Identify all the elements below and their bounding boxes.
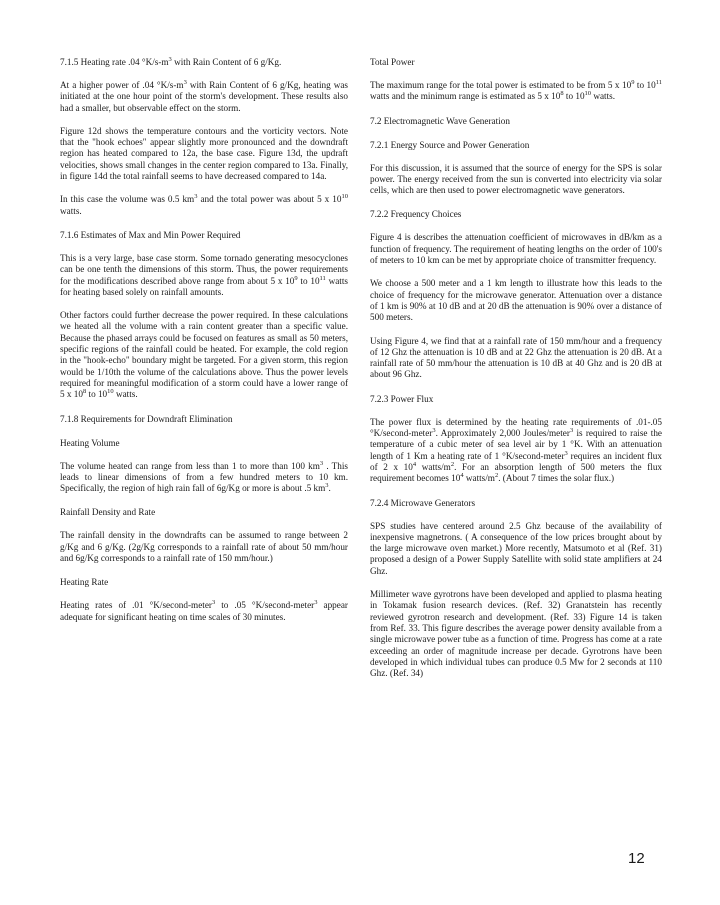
left-column: [60, 56, 348, 635]
paragraph: SPS studies have centered around 2.5 Ghz because of the availability of inexpensive magnetrons. ( A consequence of the low prices brought about by the large microwave oven market.) More recently, Matsumoto et al (Ref. 31) proposed a design of a Power Supply Satellite with solid state amplifiers at 24 Ghz.: [370, 520, 662, 576]
section-heading: 7.1.8 Requirements for Downdraft Elimination: [60, 413, 233, 424]
section-heading: Heating Volume: [60, 437, 120, 448]
section-heading: Rainfall Density and Rate: [60, 507, 156, 518]
paragraph: The rainfall density in the downdrafts can be assumed to range between 2 g/Kg and 6 g/Kg. (2g/Kg corresponds to a rainfall rate of about 50 mm/hour and 6g/Kg corresponds to a rainfall rate of 150 mm/hour.): [60, 530, 348, 564]
paragraph: For this discussion, it is assumed that the source of energy for the SPS is solar power. The energy received from the sun is converted into electricity via solar cells, which are then used to power electromagnetic wave generators.: [370, 162, 662, 196]
section-heading: 7.1.5 Heating rate .04 $^\circ K/s-m^3$ with Rain Content of 6 g/Kg.: [60, 55, 282, 67]
paragraph: We choose a 500 meter and a 1 km length to illustrate how this leads to the choice of frequency for the microwave generator. Attenuation over a distance of 1 km is 90% at 10 dB and at 20 dB the attenuation is 90% over a distance of 500 meters.: [370, 278, 662, 323]
paragraph: Other factors could further decrease the power required. In these calculations we heated all the volume with a rain content greater than a specific value. Because the phased arrays could be focused on features as small as 50 meters, specific regions of the rainfall could be heated. For example, the cold region in the "hook-echo" boundary might be targeted. For a given storm, this region would be 1/10th the volume of the calculations above. Thus the power levels required for meaningful modification of a storm could have a lower range of 5 x $10^8$ to $10^{10}$ watts.: [60, 310, 348, 400]
paragraph: The maximum range for the total power is estimated to be from 5 x $10^9$ to $10^{11}$ watts and the minimum range is estimated as 5 x $10^8$ to $10^{10}$ watts.: [370, 78, 662, 102]
section-heading: 7.2 Electromagnetic Wave Generation: [370, 115, 510, 126]
section-heading: 7.1.6 Estimates of Max and Min Power Required: [60, 229, 241, 240]
paragraph: Heating rates of .01 °K/second-meter$^3$ to .05 °K/second-meter$^3$ appear adequate for significant heating on time scales of 30 minutes.: [60, 599, 348, 622]
paragraph: In this case the volume was 0.5 $km^3$ and the total power was about 5 x $10^{10}$ watts.: [60, 193, 348, 216]
paragraph: The power flux is determined by the heating rate requirements of .01-.05 °K/second-meter$^3$. Approximately 2,000 Joules/meter$^3$ is required to raise the temperature of a cubic meter of sea level air by 1 °K. With an attenuation length of 1 Km a heating rate of 1 °K/second-meter$^3$ requires an incident flux of 2 x $10^4$ watts/$m^2$. For an absorption length of 500 meters the flux requirement becomes $10^4$ watts/$m^2$. (About 7 times the solar flux.): [370, 416, 663, 484]
section-heading: 7.2.1 Energy Source and Power Generation: [370, 139, 530, 150]
paragraph: Figure 12d shows the temperature contours and the vorticity vectors. Note that the "hook echoes" appear slightly more pronounced and the downdraft region has heated compared to 12a, the base case. Figure 13d, the updraft velocities, shows small changes in the center region compared to 13a. Finally, in figure 14d the total rainfall seems to have decreased compared to 14a.: [60, 125, 348, 182]
paragraph: The volume heated can range from less than 1 to more than 100 $km^3$ . This leads to linear dimensions of from a few hundred meters to 10 km. Specifically, the region of high rain fall of 6g/Kg or more is about .5 $km^3$.: [60, 459, 348, 494]
paragraph: This is a very large, base case storm. Some tornado generating mesocyclones can be one tenth the dimensions of this storm. Thus, the power requirements for the modifications described above range from about 5 x $10^9$ to $10^{11}$ watts for heating based solely on rainfall amounts.: [60, 252, 348, 297]
paragraph: At a higher power of .04 $^\circ K/s-m^3$ with Rain Content of 6 g/Kg, heating was initiated at the one hour point of the storm's development. These results also had a smaller, but observable effect on the storm.: [60, 78, 348, 113]
section-heading: Heating Rate: [60, 577, 109, 588]
section-heading: 7.2.2 Frequency Choices: [370, 209, 462, 220]
section-heading: Total Power: [370, 57, 415, 67]
section-heading: 7.2.4 Microwave Generators: [370, 497, 476, 508]
paragraph: Using Figure 4, we find that at a rainfall rate of 150 mm/hour and a frequency of 12 Ghz the attenuation is 10 dB and at 22 Ghz the attenuation is 20 dB. At a rainfall rate of 50 mm/hour the attenuation is 10 dB at 40 Ghz and is 20 dB at about 96 Ghz.: [370, 335, 662, 380]
section-heading: 7.2.3 Power Flux: [370, 393, 434, 404]
page-number: 12: [628, 850, 645, 867]
paragraph: Figure 4 is describes the attenuation coefficient of microwaves in dB/km as a function of frequency. The requirement of heating lengths on the order of 100's of meters to 10 km can be met by appropriate choice of transmitter frequency.: [370, 232, 662, 266]
right-column: [370, 56, 662, 691]
paragraph: Millimeter wave gyrotrons have been developed and applied to plasma heating in Tokamak fusion research devices. (Ref. 32) Granatstein has recently reviewed gyrotron research and development. (Ref. 33) Figure 14 is taken from Ref. 33. This figure describes the average power density available from a single microwave power tube as a function of time. Progress has come at a rate exceeding an order of magnitude increase per decade. Gyrotrons have been developed in which individual tubes can produce 0.5 Mw for 2 seconds at 110 Ghz. (Ref. 34): [370, 589, 662, 679]
